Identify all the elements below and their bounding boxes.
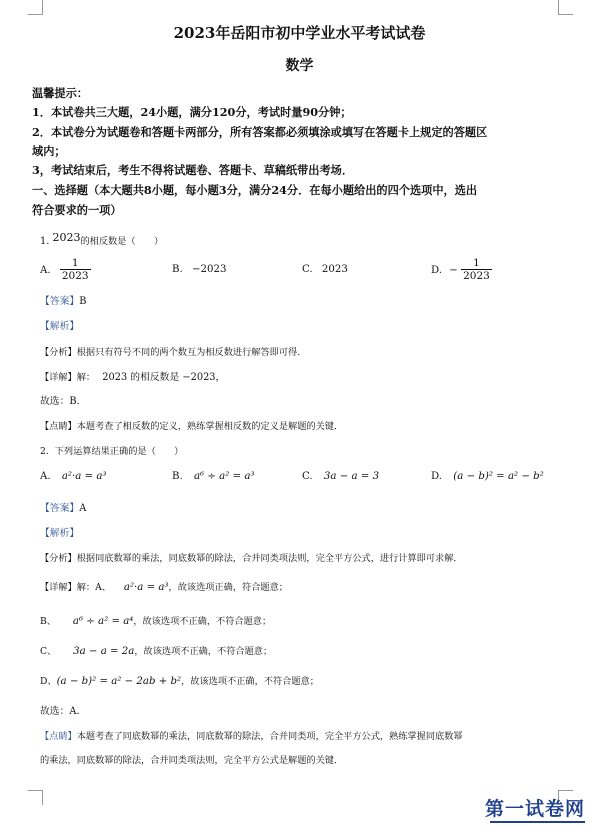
q1-answer-value: B: [79, 296, 87, 307]
q1-option-c-text: 2023: [321, 264, 348, 275]
q1-text: 的相反数是（ ）: [80, 236, 164, 247]
q2-stem: [40, 443, 183, 457]
section-heading: 一、选择题（本大题共8小题，每小题3分，满分24分．在每小题给出的四个选项中，选出: [32, 183, 478, 197]
q2-step-b-label: B、: [40, 616, 56, 627]
q2-option-a-label: A.: [40, 471, 51, 482]
q1-fenxi-text: 根据只有符号不同的两个数互为相反数进行解答即可得.: [76, 347, 301, 358]
q2-xiangjie-tag: 【详解】: [40, 582, 77, 593]
corner-mark-top-left: [28, 0, 43, 15]
corner-mark-bottom-left: [28, 790, 43, 805]
q2-fenxi: [40, 550, 463, 564]
q1-option-d: [431, 257, 492, 283]
q1-xiangjie-a: 解：: [76, 372, 96, 383]
q2-option-c-text: 3a − a = 3: [323, 471, 380, 482]
q1-option-c-label: C.: [302, 264, 313, 275]
q2-fenxi-text: 根据同底数幂的乘法，同底数幂的除法，合并同类项法则，完全平方公式，进行计算即可求解．: [76, 553, 463, 564]
q2-option-d: [431, 471, 544, 482]
q2-number: 2.: [40, 446, 49, 457]
q2-xiangjie-a: 解：A、: [76, 582, 111, 593]
notice-line-3: 3，考试结束后，考生不得将试题卷、答题卡、草稿纸带出考场．: [32, 163, 354, 177]
q2-dianjing-cont: 的乘法，同底数幂的除法，合并同类项法则，完全平方公式是解题的关键．: [40, 755, 344, 766]
q2-analysis-tag: 【解析】: [40, 528, 80, 539]
watermark-logo: 第一试卷网: [484, 798, 585, 820]
q1-answer-tag: 【答案】: [40, 296, 80, 307]
q2-text: 下列运算结果正确的是（ ）: [54, 446, 184, 457]
q2-option-c: [302, 471, 379, 482]
q1-dianjing-text: 本题考查了相反数的定义，熟练掌握相反数的定义是解题的关键．: [76, 421, 344, 432]
q1-xiangjie-tag: 【详解】: [40, 372, 77, 383]
q2-step-b-math: a⁶ ÷ a² = a⁴: [72, 616, 134, 627]
q1-fenxi: [40, 344, 300, 358]
page-title: 2023年岳阳市初中学业水平考试试卷: [173, 24, 426, 42]
notice-line-1: 1．本试卷共三大题，24小题，满分120分，考试时量90分钟；: [32, 105, 352, 119]
q2-option-b: [172, 471, 254, 482]
q1-option-d-fraction: [461, 257, 492, 283]
q2-step-c-rest: ，故该选项不正确，不符合题意；: [134, 646, 273, 657]
q2-answer-tag: 【答案】: [40, 503, 80, 514]
q1-option-a-numerator: 1: [60, 257, 91, 270]
q2-dianjing: [40, 728, 463, 742]
watermark-underline: [490, 821, 585, 823]
q2-xiangjie: [40, 579, 288, 593]
q2-option-a-text: a²·a = a³: [61, 471, 107, 482]
q2-dianjing-tag: 【点睛】: [40, 731, 77, 742]
q2-dianjing-text: 本题考查了同底数幂的乘法，同底数幂的除法，合并同类项，完全平方公式，熟练掌握同底数幂: [76, 731, 463, 742]
q1-dianjing-tag: 【点睛】: [40, 421, 77, 432]
q2-step-d-math: (a − b)² = a² − 2ab + b²: [56, 676, 182, 687]
q2-conclusion: 故选：A．: [40, 706, 87, 717]
q1-xiangjie-b: 2023 的相反数是 −2023，: [102, 372, 226, 383]
q1-option-d-numerator: 1: [461, 257, 492, 270]
q2-option-d-text: (a − b)² = a² − b²: [453, 471, 544, 482]
q1-option-d-denominator: 2023: [463, 270, 490, 282]
q1-option-a-denominator: 2023: [61, 270, 89, 282]
q1-fenxi-tag: 【分析】: [40, 347, 77, 358]
q2-step-d-label: D、: [40, 676, 57, 687]
q1-conclusion: 故选：B．: [40, 396, 87, 407]
q1-stem: [40, 231, 163, 247]
q2-step-b: [40, 613, 271, 627]
notice-line-2-cont: 域内；: [32, 144, 66, 158]
q1-option-a-fraction: [60, 257, 91, 283]
q2-option-d-label: D.: [431, 471, 443, 482]
subject-title: 数学: [285, 58, 314, 74]
q1-option-d-label: D.: [431, 265, 443, 276]
q2-step-c: [40, 643, 272, 657]
q2-step-d: [40, 673, 319, 687]
q1-number: 1.: [40, 236, 50, 247]
q2-xiangjie-a-rest: ，故该选项正确，符合题意；: [168, 582, 288, 593]
section-heading-cont: 符合要求的一项）: [32, 203, 122, 217]
q2-answer: [40, 500, 86, 514]
corner-mark-top-right: [558, 0, 573, 15]
q2-step-c-label: C、: [40, 646, 57, 657]
q1-xiangjie: [40, 369, 225, 383]
q2-answer-value: A: [79, 503, 87, 514]
q2-option-a: [40, 471, 107, 482]
q1-value: 2023: [52, 231, 81, 244]
q2-fenxi-tag: 【分析】: [40, 553, 77, 564]
q1-option-b-label: B.: [172, 264, 183, 275]
q1-analysis-tag: 【解析】: [40, 321, 80, 332]
q1-option-b-text: −2023: [191, 264, 227, 275]
q2-option-b-label: B.: [172, 471, 183, 482]
q2-option-c-label: C.: [302, 471, 313, 482]
q1-answer: [40, 293, 86, 307]
q2-option-b-text: a⁶ ÷ a² = a³: [193, 471, 255, 482]
q2-step-d-rest: ，故该选项不正确，不符合题意；: [181, 676, 319, 687]
q2-xiangjie-a-math: a²·a = a³: [123, 582, 169, 593]
q1-option-d-sign: −: [449, 265, 458, 276]
notice-line-2: 2．本试卷分为试题卷和答题卡两部分，所有答案都必须填涂或填写在答题卡上规定的答题区: [32, 125, 488, 139]
q1-option-a-label: A.: [40, 265, 51, 276]
notice-heading: 温馨提示：: [32, 86, 88, 100]
q1-option-c: [302, 264, 348, 275]
q1-option-b: [172, 264, 226, 275]
q1-option-a: [40, 257, 91, 283]
q2-step-c-math: 3a − a = 2a: [73, 646, 135, 657]
q1-dianjing: [40, 418, 343, 432]
q2-step-b-rest: ，故该选项不正确，不符合题意；: [133, 616, 272, 627]
